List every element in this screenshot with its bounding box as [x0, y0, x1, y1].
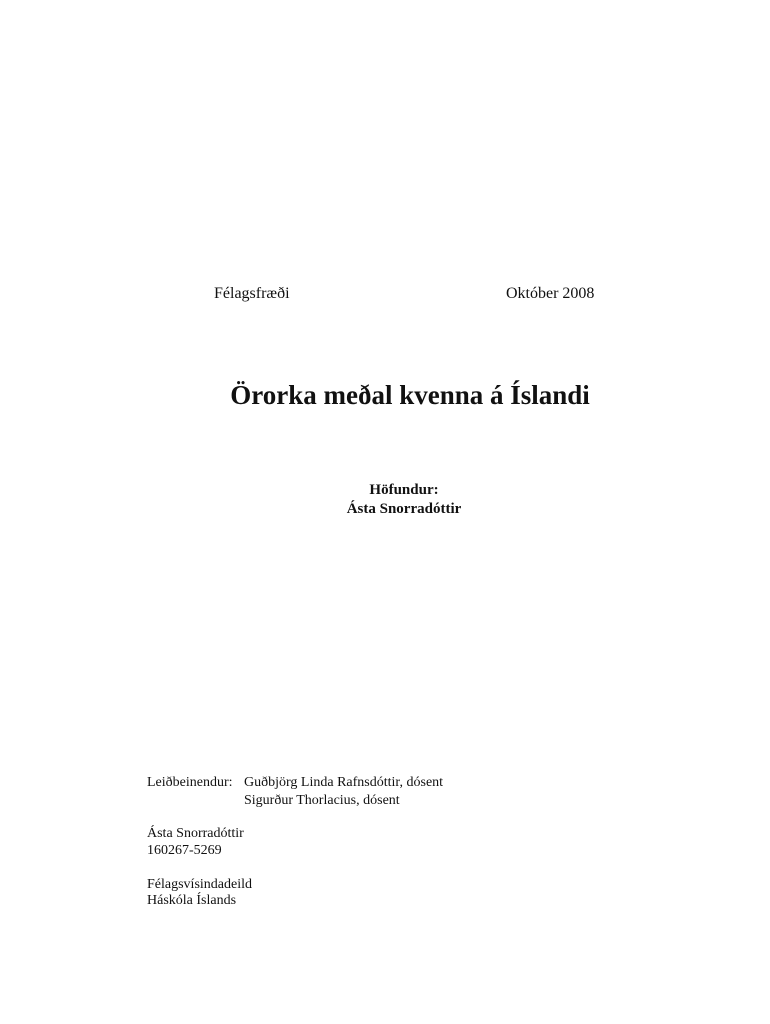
author-block	[0, 481, 770, 519]
advisor-name-2: Sigurður Thorlacius, dósent	[244, 793, 400, 808]
student-id: 160267-5269	[147, 843, 222, 858]
date-label: Október 2008	[506, 285, 595, 302]
student-name: Ásta Snorradóttir	[147, 826, 244, 841]
department-name: Félagsvísindadeild	[147, 877, 252, 892]
advisor-name-1: Guðbjörg Linda Rafnsdóttir, dósent	[244, 775, 444, 790]
author-name: Ásta Snorradóttir	[346, 501, 462, 517]
university-name: Háskóla Íslands	[147, 893, 237, 908]
subject-label: Félagsfræði	[214, 285, 290, 302]
document-title: Örorka meðal kvenna á Íslandi	[230, 380, 590, 410]
advisors-label: Leiðbeinendur:	[147, 775, 233, 790]
author-label: Höfundur:	[369, 482, 439, 498]
